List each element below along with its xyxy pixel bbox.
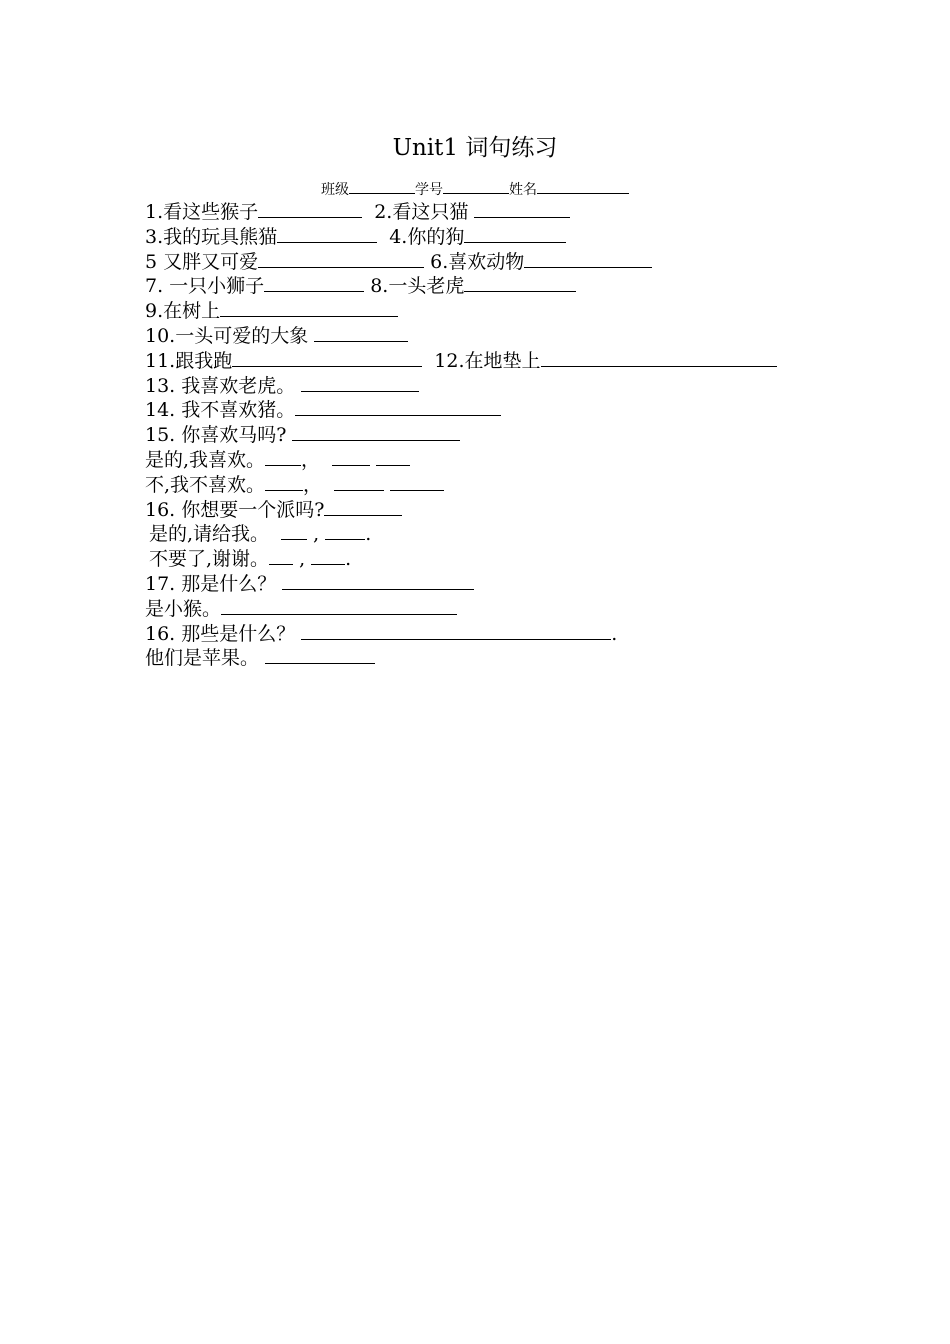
exercise-line [145,498,845,523]
class-blank[interactable] [349,176,415,194]
answer-blank[interactable] [258,250,424,268]
answer-blank[interactable] [325,522,365,540]
exercise-prompt-text: 15. 你喜欢马吗? [145,424,293,447]
answer-blank[interactable] [541,349,777,367]
answer-blank[interactable] [334,473,384,491]
exercise-prompt-text: 17. 那是什么？ [145,572,283,595]
exercise-list [145,200,845,671]
exercise-line [145,250,845,275]
number-blank[interactable] [443,176,509,194]
exercise-prompt-text: 14. 我不喜欢猪。 [145,399,296,422]
answer-blank[interactable] [258,200,362,218]
exercise-line [145,572,845,597]
exercise-prompt-text: , [307,523,326,546]
exercise-prompt-text: 1.看这些猴子 [145,201,259,223]
exercise-line [145,646,845,671]
exercise-prompt-text: 9.在树上 [145,300,221,323]
answer-blank[interactable] [464,225,566,243]
number-label: 学号 [415,182,443,198]
exercise-prompt-text: , [293,548,312,571]
answer-blank[interactable] [311,547,345,565]
answer-blank[interactable] [265,448,301,466]
exercise-prompt-text: 12.在地垫上 [422,349,541,372]
exercise-prompt-text: 他们是苹果。 [145,647,266,670]
answer-blank[interactable] [301,374,419,392]
exercise-prompt-text: ， [301,448,333,471]
answer-blank[interactable] [376,448,410,466]
exercise-line [145,398,845,423]
exercise-prompt-text: 16. 那些是什么？ [145,622,302,645]
answer-blank[interactable] [265,646,375,664]
answer-blank[interactable] [474,200,570,218]
answer-blank[interactable] [390,473,444,491]
name-label: 姓名 [509,182,537,198]
exercise-line [145,522,845,547]
class-label: 班级 [321,182,349,198]
answer-blank[interactable] [282,572,474,590]
exercise-prompt-text: 13. 我喜欢老虎。 [145,374,302,397]
student-info-line [0,176,950,199]
exercise-line [145,225,845,250]
exercise-prompt-text: 是小猴。 [145,597,222,620]
answer-blank[interactable] [264,274,364,292]
exercise-prompt-text: 7. 一只小狮子 [145,275,265,298]
exercise-prompt-text: 不,我不喜欢。 [145,473,266,496]
exercise-line [145,622,845,647]
exercise-prompt-text: ， [303,473,335,496]
exercise-prompt-text: 16. 你想要一个派吗? [145,498,325,521]
exercise-prompt-text: 是的,我喜欢。 [145,448,266,471]
exercise-prompt-text: 8.一头老虎 [364,275,465,298]
exercise-prompt-text: 2.看这只猫 [362,201,475,223]
exercise-line [145,299,845,324]
answer-blank[interactable] [220,299,398,317]
answer-blank[interactable] [295,398,501,416]
answer-blank[interactable] [292,423,460,441]
exercise-line [145,448,845,473]
exercise-prompt-text: 5 又胖又可爱 [145,250,259,273]
answer-blank[interactable] [324,498,402,516]
answer-blank[interactable] [314,324,408,342]
exercise-line [145,349,845,374]
exercise-line [145,473,845,498]
exercise-prompt-text: . [365,523,372,546]
exercise-prompt-text: 是的,请给我。 [149,523,282,546]
answer-blank[interactable] [332,448,370,466]
exercise-prompt-text: 不要了,谢谢。 [149,548,270,571]
worksheet-title: Unit1 词句练习 [392,135,558,161]
exercise-prompt-text: . [345,548,352,571]
name-blank[interactable] [537,176,629,194]
answer-blank[interactable] [277,225,377,243]
answer-blank[interactable] [265,473,303,491]
answer-blank[interactable] [464,274,576,292]
exercise-line [145,374,845,399]
answer-blank[interactable] [269,547,293,565]
answer-blank[interactable] [232,349,422,367]
exercise-prompt-text: 6.喜欢动物 [424,250,525,273]
exercise-line [145,423,845,448]
exercise-prompt-text: 3.我的玩具熊猫 [145,225,278,248]
exercise-line [145,200,845,225]
answer-blank[interactable] [301,622,611,640]
exercise-prompt-text: 11.跟我跑 [145,349,233,372]
exercise-prompt-text: . [611,622,618,645]
exercise-prompt-text: 10.一头可爱的大象 [145,324,315,347]
answer-blank[interactable] [524,250,652,268]
exercise-line [145,597,845,622]
exercise-line [145,274,845,299]
answer-blank[interactable] [281,522,307,540]
exercise-prompt-text: 4.你的狗 [377,225,465,248]
exercise-line [145,324,845,349]
exercise-line [145,547,845,572]
answer-blank[interactable] [221,597,457,615]
